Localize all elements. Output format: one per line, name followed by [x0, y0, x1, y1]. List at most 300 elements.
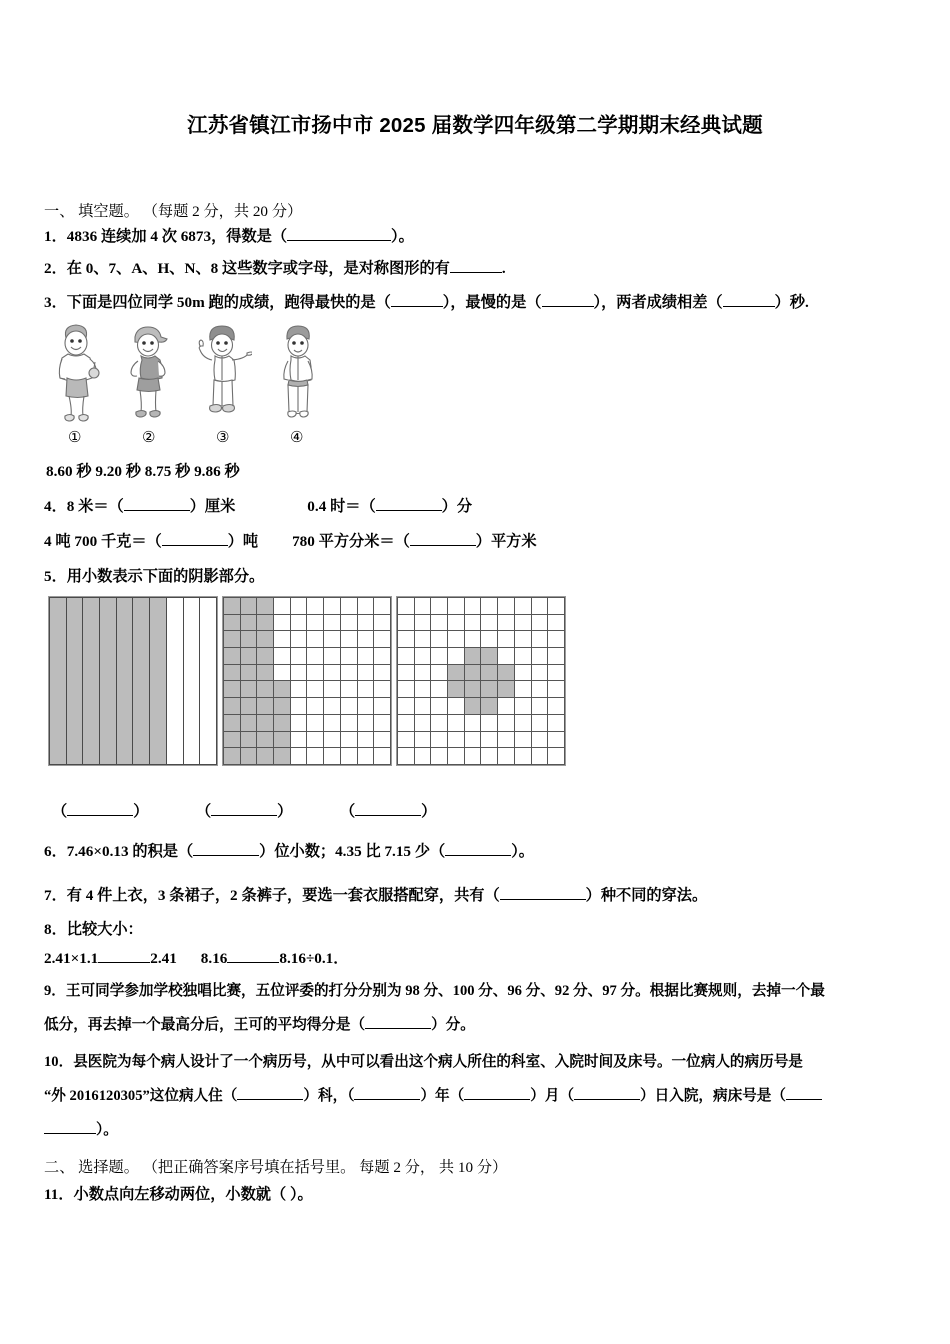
grid-cell [374, 698, 391, 715]
grid-cell [257, 714, 274, 731]
question-2 [44, 258, 506, 281]
grid-row [398, 698, 565, 715]
question-10-line-2 [44, 1086, 822, 1108]
grid-cell [340, 698, 357, 715]
grid-row [224, 681, 391, 698]
q9-text-a: 王可同学参加学校独唱比赛，五位评委的打分分别为 98 分、100 分、96 分、92 分、97 分。根据比赛规则，去掉一个最 [65, 983, 825, 999]
grid-cell [398, 681, 415, 698]
grid-cell [307, 598, 324, 615]
grid-cell [398, 748, 415, 765]
q2-number: 2． [44, 260, 67, 277]
grid-cell [448, 631, 465, 648]
q10-text-b: “外 2016120305”这位病人住（ [44, 1088, 238, 1104]
grid-cell [514, 664, 531, 681]
grid-cell [324, 731, 341, 748]
grid-cell [357, 648, 374, 665]
grid-cell [83, 598, 100, 765]
grid-cell [324, 714, 341, 731]
grid-cell [274, 614, 291, 631]
grid-cell [274, 731, 291, 748]
grid-row [398, 631, 565, 648]
grid-cell [414, 698, 431, 715]
q10-blank-2[interactable] [354, 1099, 420, 1100]
grid-cell [100, 598, 117, 765]
q4-blank-2[interactable] [376, 510, 442, 511]
grid-cell [414, 731, 431, 748]
q3-text-b: ），最慢的是（ [442, 294, 542, 311]
grid-cell [531, 714, 548, 731]
grid-cell [374, 598, 391, 615]
student-figure-4 [268, 322, 328, 428]
grid-cell [514, 714, 531, 731]
q8-blank-1[interactable] [98, 962, 150, 963]
grid-row [398, 598, 565, 615]
q10-text-e: ）月（ [530, 1088, 575, 1104]
grid-cell [224, 731, 241, 748]
grid-cell [290, 598, 307, 615]
grid-cell [274, 681, 291, 698]
section-heading-multiple-choice: 二、 选择题。 （把正确答案序号填在括号里。 每题 2 分， 共 10 分） [44, 1159, 508, 1176]
grid-cell [357, 631, 374, 648]
grid-cell [481, 681, 498, 698]
grid-cell [481, 748, 498, 765]
grid-row [50, 598, 217, 765]
grid-cell [498, 748, 515, 765]
q8-compare-d: 8.16÷0.1． [279, 950, 349, 967]
grid-cell [498, 714, 515, 731]
q4-text-2b: ）吨 [227, 533, 259, 550]
q5-blank-3[interactable] [355, 815, 421, 816]
grid-cell [498, 598, 515, 615]
q3-text-a: 下面是四位同学 50m 跑的成绩，跑得最快的是（ [66, 294, 391, 311]
grid-cell [340, 648, 357, 665]
grid-cell [257, 614, 274, 631]
question-8 [44, 919, 143, 942]
paren-open: （ [339, 803, 356, 820]
q10-number: 10． [44, 1054, 74, 1070]
grid-cell [448, 681, 465, 698]
grid-cell [414, 714, 431, 731]
grid-cell [531, 598, 548, 615]
question-6 [44, 841, 534, 864]
q3-blank-1[interactable] [391, 306, 443, 307]
grid-cell [464, 698, 481, 715]
grid-cell [274, 648, 291, 665]
q4-text-1d: ）分 [441, 498, 473, 515]
grid-cell [257, 681, 274, 698]
grid-cell [548, 614, 565, 631]
grid-cell [257, 698, 274, 715]
grid-cell [548, 648, 565, 665]
grid-cell [357, 681, 374, 698]
grid-cell [398, 731, 415, 748]
q7-number: 7． [44, 887, 67, 904]
grid-cell [514, 598, 531, 615]
q10-blank-5b[interactable] [44, 1133, 96, 1134]
grid-cell [531, 631, 548, 648]
q4-blank-1[interactable] [124, 510, 190, 511]
grid-cell [481, 631, 498, 648]
question-4-line-2 [44, 531, 537, 554]
q10-blank-3[interactable] [464, 1099, 530, 1100]
grid-cell [548, 598, 565, 615]
grid-cell [448, 731, 465, 748]
shaded-figure-2 [222, 596, 392, 766]
grid-cell [50, 598, 67, 765]
grid-cell [431, 598, 448, 615]
grid-row [398, 731, 565, 748]
q4-blank-4[interactable] [410, 545, 476, 546]
grid-cell [274, 631, 291, 648]
question-5 [44, 566, 264, 589]
question-9-line-2 [44, 1015, 475, 1037]
grid-cell [240, 598, 257, 615]
grid-cell [290, 714, 307, 731]
grid-cell [498, 664, 515, 681]
grid-cell [274, 598, 291, 615]
paren-open: （ [52, 803, 68, 820]
q5-blank-1[interactable] [67, 815, 133, 816]
grid-cell [307, 748, 324, 765]
grid-cell [240, 664, 257, 681]
grid-1-table [49, 597, 217, 765]
grid-cell [431, 714, 448, 731]
grid-cell [224, 631, 241, 648]
grid-cell [340, 748, 357, 765]
figure-label-3: ③ [216, 430, 230, 446]
grid-cell [307, 681, 324, 698]
grid-cell [498, 731, 515, 748]
grid-cell [357, 714, 374, 731]
grid-cell [290, 681, 307, 698]
grid-cell [531, 698, 548, 715]
grid-cell [290, 614, 307, 631]
grid-cell [324, 664, 341, 681]
grid-cell [257, 598, 274, 615]
grid-row [224, 698, 391, 715]
grid-row [398, 714, 565, 731]
q3-number: 3． [44, 294, 67, 311]
question-4-line-1 [44, 496, 472, 519]
grid-row [224, 598, 391, 615]
grid-cell [224, 598, 241, 615]
grid-cell [340, 598, 357, 615]
grid-cell [414, 664, 431, 681]
student-figure-2 [118, 322, 178, 428]
grid-cell [448, 714, 465, 731]
figure-label-1: ① [68, 430, 82, 446]
q6-text-a: 7.46×0.13 的积是（ [66, 843, 194, 860]
grid-cell [448, 664, 465, 681]
q6-blank-2[interactable] [445, 855, 511, 856]
grid-cell [498, 648, 515, 665]
grid-cell [374, 714, 391, 731]
grid-cell [398, 664, 415, 681]
q6-text-b: ）位小数；4.35 比 7.15 少（ [259, 843, 446, 860]
q7-text-a: 有 4 件上衣，3 条裙子，2 条裤子，要选一套衣服搭配穿，共有（ [66, 887, 500, 904]
grid-cell [431, 614, 448, 631]
q8-compare-a: 2.41×1.1 [44, 950, 99, 967]
grid-cell [398, 631, 415, 648]
grid-cell [464, 614, 481, 631]
grid-cell [431, 681, 448, 698]
q4-number: 4． [44, 498, 67, 515]
grid-cell [324, 748, 341, 765]
q1-text-a: 4836 连续加 4 次 6873，得数是（ [66, 228, 287, 245]
q1-blank[interactable] [287, 240, 391, 241]
q4-text-1b: ）厘米 [189, 498, 236, 515]
grid-cell [240, 731, 257, 748]
q5-blank-group-1 [52, 800, 148, 821]
grid-cell [431, 631, 448, 648]
grid-cell [398, 698, 415, 715]
grid-row [224, 731, 391, 748]
student-figure-3 [192, 322, 252, 428]
grid-3-table [397, 597, 565, 765]
grid-row [224, 714, 391, 731]
grid-cell [116, 598, 133, 765]
grid-cell [514, 731, 531, 748]
section-heading-fill-in-blank: 一、 填空题。 （每题 2 分，共 20 分） [44, 203, 303, 220]
grid-cell [374, 614, 391, 631]
grid-cell [414, 648, 431, 665]
grid-row [398, 664, 565, 681]
grid-cell [240, 748, 257, 765]
page-title: 江苏省镇江市扬中市 2025 届数学四年级第二学期期末经典试题 [187, 114, 763, 137]
grid-cell [340, 664, 357, 681]
grid-cell [257, 748, 274, 765]
grid-cell [340, 681, 357, 698]
grid-cell [290, 698, 307, 715]
grid-cell [274, 698, 291, 715]
grid-row [398, 614, 565, 631]
grid-row [224, 664, 391, 681]
grid-cell [340, 631, 357, 648]
grid-cell [290, 731, 307, 748]
grid-cell [224, 714, 241, 731]
grid-cell [324, 631, 341, 648]
grid-cell [414, 598, 431, 615]
grid-cell [357, 664, 374, 681]
grid-cell [481, 714, 498, 731]
paren-close: ） [421, 803, 437, 820]
grid-cell [307, 664, 324, 681]
grid-cell [481, 664, 498, 681]
q3-times-row: 8.60 秒 9.20 秒 8.75 秒 9.86 秒 [46, 463, 240, 480]
question-10-line-3 [44, 1120, 118, 1142]
grid-cell [548, 748, 565, 765]
grid-cell [448, 614, 465, 631]
q2-text-b: . [501, 260, 506, 277]
grid-cell [448, 748, 465, 765]
q7-blank[interactable] [500, 899, 586, 900]
grid-cell [307, 631, 324, 648]
grid-cell [548, 714, 565, 731]
grid-cell [431, 698, 448, 715]
grid-cell [531, 748, 548, 765]
grid-cell [224, 664, 241, 681]
grid-cell [257, 731, 274, 748]
grid-cell [66, 598, 83, 765]
grid-cell [464, 664, 481, 681]
grid-cell [398, 614, 415, 631]
q3-blank-3[interactable] [723, 306, 775, 307]
grid-cell [290, 748, 307, 765]
grid-cell [290, 664, 307, 681]
grid-cell [464, 748, 481, 765]
q4-text-1c: 0.4 时＝（ [307, 498, 376, 515]
grid-cell [324, 648, 341, 665]
q10-text-d: ）年（ [420, 1088, 465, 1104]
q10-text-f: ）日入院，病床号是（ [640, 1088, 786, 1104]
grid-cell [464, 598, 481, 615]
grid-cell [498, 614, 515, 631]
question-10-line-1 [44, 1052, 803, 1074]
grid-cell [531, 614, 548, 631]
grid-cell [498, 681, 515, 698]
grid-cell [224, 698, 241, 715]
question-9-line-1 [44, 981, 825, 1003]
q9-text-c: ）分。 [431, 1017, 475, 1033]
grid-cell [257, 631, 274, 648]
q5-blank-2[interactable] [211, 815, 277, 816]
grid-cell [274, 748, 291, 765]
grid-cell [398, 648, 415, 665]
q10-blank-4[interactable] [574, 1099, 640, 1100]
grid-cell [414, 681, 431, 698]
grid-cell [548, 664, 565, 681]
q8-number: 8． [44, 921, 67, 938]
grid-cell [357, 731, 374, 748]
student-figure-1 [46, 322, 106, 428]
grid-cell [448, 598, 465, 615]
grid-cell [548, 631, 565, 648]
grid-cell [374, 664, 391, 681]
q6-text-c: ）。 [511, 843, 534, 860]
q10-blank-1[interactable] [237, 1099, 303, 1100]
grid-cell [464, 648, 481, 665]
grid-cell [274, 664, 291, 681]
q9-number: 9． [44, 983, 66, 999]
shaded-figure-3 [396, 596, 566, 766]
grid-cell [498, 631, 515, 648]
q11-number: 11． [44, 1186, 74, 1203]
q9-text-b: 低分，再去掉一个最高分后，王可的平均得分是（ [44, 1017, 366, 1033]
grid-cell [240, 698, 257, 715]
q8-blank-2[interactable] [227, 962, 279, 963]
grid-row [224, 748, 391, 765]
grid-cell [257, 664, 274, 681]
grid-cell [200, 598, 217, 765]
q1-text-b: ）。 [391, 228, 414, 245]
grid-row [398, 748, 565, 765]
q6-blank-1[interactable] [193, 855, 259, 856]
q7-text-b: ）种不同的穿法。 [585, 887, 708, 904]
grid-cell [307, 731, 324, 748]
grid-cell [340, 731, 357, 748]
grid-cell [464, 731, 481, 748]
shaded-figure-1 [48, 596, 218, 766]
grid-cell [324, 614, 341, 631]
q3-text-d: ）秒. [774, 294, 809, 311]
grid-cell [398, 714, 415, 731]
grid-cell [240, 614, 257, 631]
q5-number: 5． [44, 568, 67, 585]
grid-cell [548, 731, 565, 748]
grid-cell [133, 598, 150, 765]
grid-cell [548, 681, 565, 698]
figure-label-2: ② [142, 430, 156, 446]
q10-blank-5a[interactable] [786, 1099, 822, 1100]
grid-cell [531, 664, 548, 681]
q9-blank[interactable] [365, 1028, 431, 1029]
question-3 [44, 292, 809, 315]
paren-close: ） [277, 803, 293, 820]
q4-text-2c: 780 平方分米＝（ [292, 533, 410, 550]
grid-cell [481, 648, 498, 665]
grid-cell [514, 681, 531, 698]
grid-cell [514, 648, 531, 665]
question-8-comparisons [44, 948, 348, 971]
grid-cell [240, 631, 257, 648]
grid-cell [514, 614, 531, 631]
grid-cell [307, 714, 324, 731]
grid-cell [481, 698, 498, 715]
q2-blank[interactable] [450, 272, 502, 273]
grid-cell [481, 731, 498, 748]
grid-cell [414, 631, 431, 648]
q3-text-c: ），两者成绩相差（ [593, 294, 723, 311]
grid-cell [307, 648, 324, 665]
q2-text-a: 在 0、7、A、H、N、8 这些数字或字母，是对称图形的有 [66, 260, 450, 277]
q4-blank-3[interactable] [162, 545, 228, 546]
grid-cell [324, 681, 341, 698]
grid-cell [514, 698, 531, 715]
q3-blank-2[interactable] [542, 306, 594, 307]
q5-text: 用小数表示下面的阴影部分。 [66, 568, 265, 585]
grid-cell [374, 648, 391, 665]
q8-compare-c: 8.16 [200, 950, 228, 967]
grid-cell [150, 598, 167, 765]
grid-cell [340, 614, 357, 631]
grid-row [224, 648, 391, 665]
grid-cell [431, 731, 448, 748]
grid-cell [307, 698, 324, 715]
q5-blank-group-2 [196, 800, 292, 821]
grid-cell [514, 631, 531, 648]
grid-2-table [223, 597, 391, 765]
grid-cell [240, 648, 257, 665]
q1-number: 1． [44, 228, 67, 245]
grid-cell [274, 714, 291, 731]
grid-cell [166, 598, 183, 765]
grid-cell [548, 698, 565, 715]
grid-cell [374, 748, 391, 765]
q6-number: 6． [44, 843, 67, 860]
grid-cell [324, 698, 341, 715]
q4-text-2a: 4 吨 700 千克＝（ [44, 533, 162, 550]
grid-cell [357, 614, 374, 631]
grid-row [398, 648, 565, 665]
grid-cell [481, 614, 498, 631]
grid-cell [514, 748, 531, 765]
grid-cell [464, 681, 481, 698]
q8-compare-b: 2.41 [150, 950, 177, 967]
grid-row [224, 631, 391, 648]
q10-text-c: ）科，（ [303, 1088, 355, 1104]
grid-cell [240, 714, 257, 731]
grid-cell [398, 598, 415, 615]
